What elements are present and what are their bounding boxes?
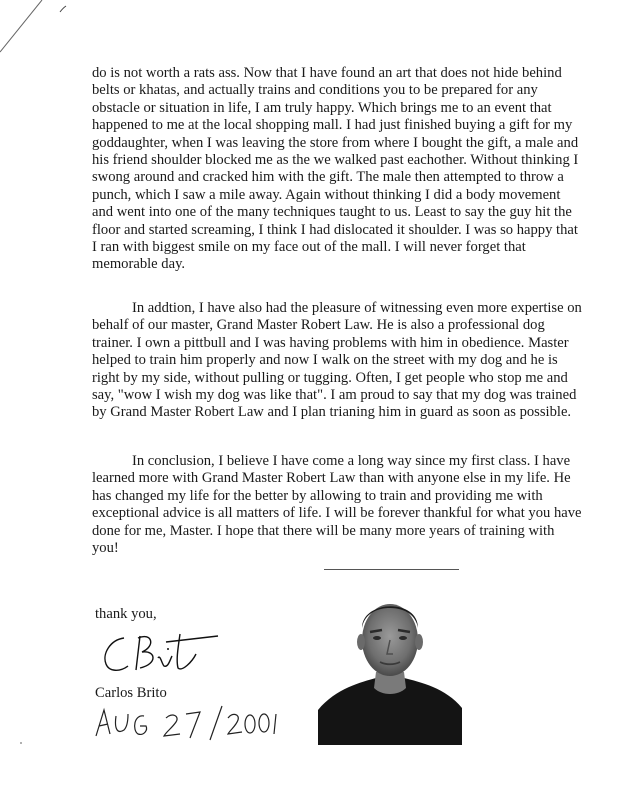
closing-text: thank you,	[95, 606, 157, 622]
scan-edge-mark	[0, 0, 80, 80]
handwritten-signature	[96, 624, 246, 679]
printed-name: Carlos Brito	[95, 685, 167, 701]
letter-paragraph-1: do is not worth a rats ass. Now that I have found an art that does not hide behind belts or khatas, and actually trains and conditions you to be prepared for any obstacle or situation in life, I am truly happy. Which brings me to an event that happened to me at the local shopping mall. I had just finished buying a gift for my goddaughter, when I was leaving the store from where I bought the gift, a male and his friend shoulder blocked me as the we walked past eachother. Without thinking I swong around and cracked him with the gift. The male then attempted to throw a punch, which I saw a mile away. Again without thinking I did a body movement and went into one of the many techniques taught to us. Least to say the guy hit the floor and started screaming, I think I had dislocated it shoulder. I was so happy that I ran with biggest smile on my face out of the mall. I will never forget that memorable day.	[92, 65, 579, 273]
portrait-photo	[318, 592, 462, 745]
scan-speck	[20, 742, 22, 744]
letter-paragraph-3: In conclusion, I believe I have come a long way since my first class. I have learned more with Grand Master Robert Law than with anyone else in my life. He has changed my life for the better by allowing to train and providing me with exceptional advice is all matters of life. I will be forever thankful for what you have done for me, Master. I hope that there will be many more years of training with you!	[92, 453, 582, 557]
handwritten-date	[92, 700, 282, 745]
divider-line	[324, 569, 459, 570]
letter-paragraph-2: In addtion, I have also had the pleasure of witnessing even more expertise on behalf of our master, Grand Master Robert Law. He is also a professional dog trainer. I own a pittbull and I was having problems with him in obedience. Master helped to train him properly and now I walk on the street with my dog and he is right by my side, without pulling or tugging. Often, I get people who stop me and say, "wow I wish my dog was like that". I am proud to say that my dog was trained by Grand Master Robert Law and I plan trianing him in guard as soon as possible.	[92, 300, 582, 421]
